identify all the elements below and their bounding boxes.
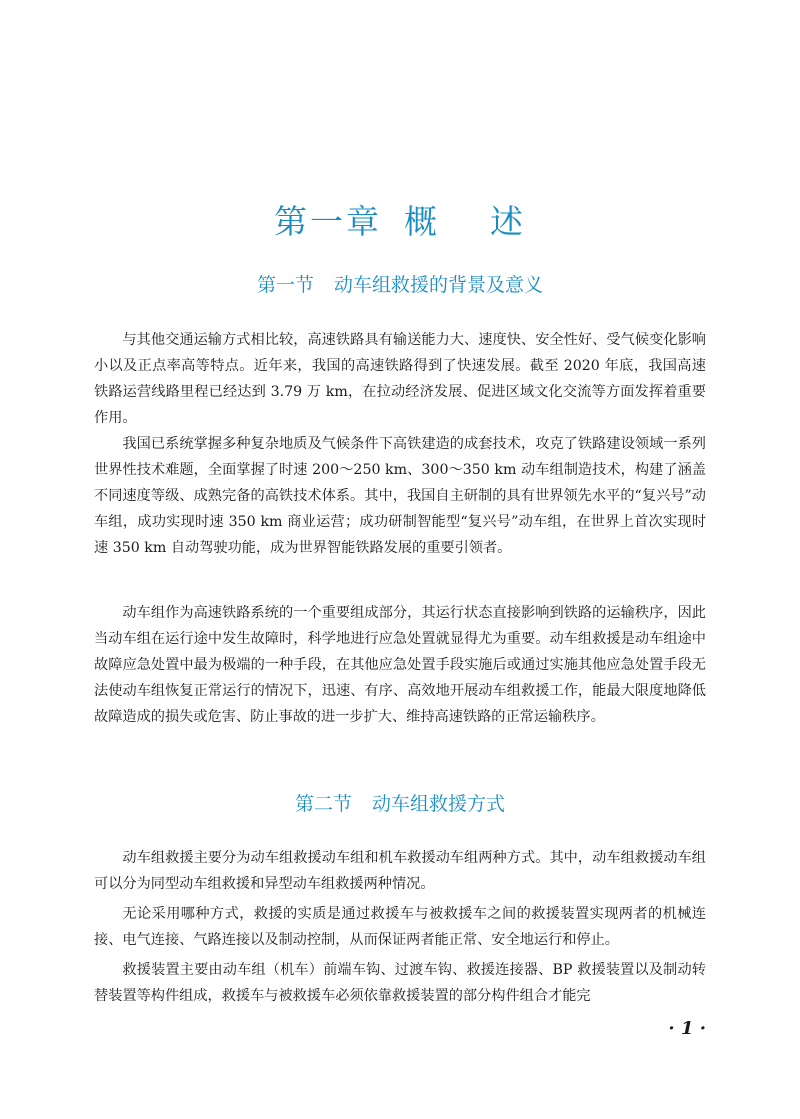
paragraph: 救援装置主要由动车组（机车）前端车钩、过渡车钩、救援连接器、BP 救援装置以及制动转替装置等构件组成，救援车与被救援车必须依靠救援装置的部分构件组合才能完 <box>94 962 706 1004</box>
chapter-title-part1: 概 <box>404 202 440 241</box>
chapter-title <box>0 200 800 244</box>
section-heading-2 <box>0 789 800 819</box>
paragraph: 与其他交通运输方式相比较，高速铁路具有输送能力大、速度快、安全性好、受气候变化影响小以及正点率高等特点。近年来，我国的高速铁路得到了快速发展。截至 2020 年底，我国高速铁路运营线路里程已经达到 3.79 万 km，在拉动经济发展、促进区域文化交流等方面发挥着重要作用。 <box>94 332 706 426</box>
section-title: 动车组救援方式 <box>372 793 506 815</box>
paragraph: 我国已系统掌握多种复杂地质及气候条件下高铁建造的成套技术，攻克了铁路建设领域一系列世界性技术难题，全面掌握了时速 200～250 km、300～350 km 动车组制造技术，构建了涵盖不同速度等级、成熟完备的高铁技术体系。其中，我国自主研制的具有世界领先水平的“复兴号”动车组，成功实现时速 350 km 商业运营；成功研制智能型“复兴号”动车组，在世界上首次实现时速 350 km 自动驾驶功能，成为世界智能铁路发展的重要引领者。 <box>94 436 706 556</box>
paragraph: 动车组救援主要分为动车组救援动车组和机车救援动车组两种方式。其中，动车组救援动车组可以分为同型动车组救援和异型动车组救援两种情况。 <box>94 850 706 892</box>
paragraph: 动车组作为高速铁路系统的一个重要组成部分，其运行状态直接影响到铁路的运输秩序，因此当动车组在运行途中发生故障时，科学地进行应急处置就显得尤为重要。动车组救援是动车组途中故障应急处置中最为极端的一种手段，在其他应急处置手段实施后或通过实施其他应急处置手段无法使动车组恢复正常运行的情况下，迅速、有序、高效地开展动车组救援工作，能最大限度地降低故障造成的损失或危害、防止事故的进一步扩大、维持高速铁路的正常运输秩序。 <box>94 605 706 725</box>
section-heading-1 <box>0 270 800 300</box>
section-title: 动车组救援的背景及意义 <box>334 274 544 296</box>
chapter-label: 第一章 <box>274 202 382 241</box>
paragraph: 无论采用哪种方式，救援的实质是通过救援车与被救援车之间的救援装置实现两者的机械连接、电气连接、气路连接以及制动控制，从而保证两者能正常、安全地运行和停止。 <box>94 906 706 948</box>
section-number: 第一节 <box>256 274 314 296</box>
chapter-title-part2: 述 <box>490 202 526 241</box>
section-number: 第二节 <box>294 793 352 815</box>
page-number: · 1 · <box>668 1018 706 1039</box>
